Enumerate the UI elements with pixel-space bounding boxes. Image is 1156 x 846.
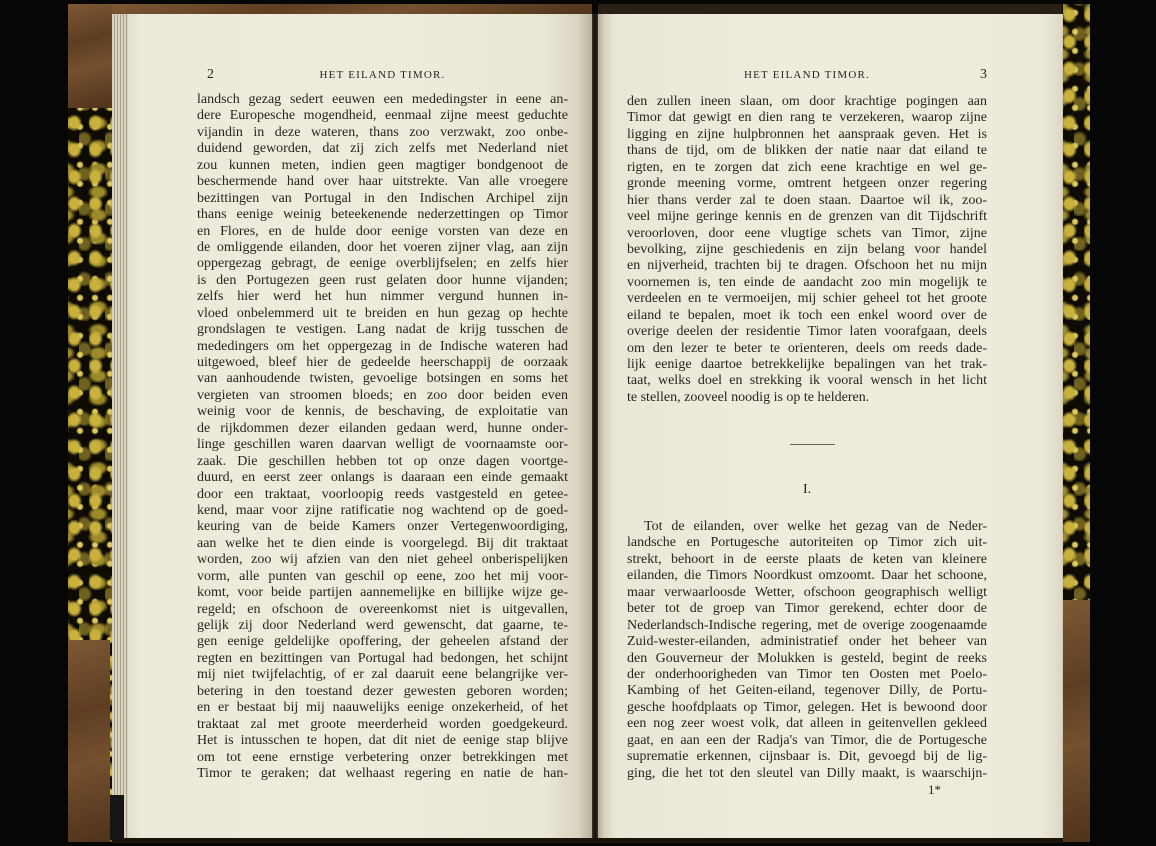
text-line: keuring van de beide Kamers onzer Vertegenwoordiging, xyxy=(197,519,568,535)
section-number: I. xyxy=(803,482,812,497)
text-line: beter tot de groep van Timor gerekend, echter door de xyxy=(627,601,987,617)
text-line: gen eenige geldelijke opoffering, der geheelen afstand der xyxy=(197,634,568,650)
text-line: dere Europesche mogendheid, eenmaal zijne meest geduchte xyxy=(197,108,568,124)
text-line: bezittingen van Portugal in den Indischen Archipel zijn xyxy=(197,190,568,206)
text-line: linge geschillen waren daarvan welligt de voornaamste oor- xyxy=(197,437,568,453)
text-line: overige deelen der residentie Timor laten voorafgaan, deels xyxy=(627,324,987,340)
right-page xyxy=(598,14,1062,838)
text-line: gesche hoofdplaats op Timor, gelegen. Het is bewoond door xyxy=(627,699,987,715)
leather-corner-bottom-left xyxy=(68,640,110,842)
text-line: gronde meening vorme, omtrent hetgeen onzer regering xyxy=(627,176,987,192)
text-line: beschermende hand over haar uitstrekte. Van alle vroegere xyxy=(197,174,568,190)
text-line: strekt, behoort in de eerste plaats de keten van kleinere xyxy=(627,551,987,567)
page-edge-shadow xyxy=(110,795,124,840)
text-line: veel mijne geringe kennis en de grenzen van dit Tijdschrift xyxy=(627,209,987,225)
text-line: rigten, en te zorgen dat zich eene krachtige en wel ge- xyxy=(627,159,987,175)
text-line: om den lezer te beter te orienteren, deels om reeds dade- xyxy=(627,340,987,356)
text-line: zaak. Die geschillen hebben tot op onze dagen voortge- xyxy=(197,453,568,469)
text-line: gelijk zij door Nederland werd gewenscht, dat gaarne, te- xyxy=(197,618,568,633)
text-line: Timor te geraken; dat welhaast regering en natie de han- xyxy=(197,765,568,781)
text-line: hier thans verder zal te doen staan. Daartoe wil ik, zoo- xyxy=(627,192,987,208)
section-text xyxy=(627,519,987,782)
leather-corner-bottom-right xyxy=(1063,600,1090,842)
text-line: en nijverheid, trachten bij te dragen. Ofschoon het nu mijn xyxy=(627,258,987,274)
running-head-left: HET EILAND TIMOR. xyxy=(319,69,446,81)
text-line: lijk eenige daartoe betrekkelijke bepalingen van het trak- xyxy=(627,357,987,372)
text-line: regeld; en ofschoon de overeenkomst niet is uitgevallen, xyxy=(197,601,568,617)
text-line: aan welke het te dien einde is voorgelegd. Bij dit traktaat xyxy=(197,535,568,551)
text-line: eiland te bepalen, moet ik toch een enkel woord over de xyxy=(627,307,987,323)
text-line: ligging en zijne hulpbronnen het aanspraak geven. Het is xyxy=(627,126,987,142)
text-line: veroorloven, door eene vlugtige schets van Timor, zijne xyxy=(627,225,987,241)
text-line: den zullen ineen slaan, om door krachtige pogingen aan xyxy=(627,94,987,109)
text-line: duurd, en eerst zeer onlangs is daaraan een einde gemaakt xyxy=(197,470,568,486)
text-line: mededingers om het oppergezag in de Indische wateren had xyxy=(197,338,568,354)
text-line: landsche en Portugesche autoriteiten op Timor zich uit- xyxy=(627,535,987,551)
text-line: der onderhoorigheden van Timor ten Oosten met Poelo- xyxy=(627,666,987,682)
text-line: om tot eene ernstige verbetering onzer betrekkingen met xyxy=(197,749,568,765)
text-line: Timor dat gewigt en dien rang te verzekeren, waarop zijne xyxy=(627,110,987,126)
cover-top-edge-right xyxy=(598,4,1062,14)
text-line: Het is intusschen te hopen, dat dit niet de eenige stap blijve xyxy=(197,733,568,749)
text-line: Tot de eilanden, over welke het gezag van de Neder- xyxy=(644,519,987,534)
text-line: taat, welks doel en strekking ik vooral wensch in het licht xyxy=(627,373,987,389)
text-line: traktaat zal met groote meerderheid worden goedgekeurd. xyxy=(197,716,568,732)
page-number-left: 2 xyxy=(207,67,214,82)
text-line: vorm, alle punten van geschil op eene, zoo het mij voor- xyxy=(197,568,568,584)
text-line: worden, zoo wij afzien van den niet geheel onberispelijken xyxy=(197,552,568,568)
text-line: de rijkdommen dezer eilanden gedaan werd, hunne onder- xyxy=(197,420,568,436)
right-page-text xyxy=(627,94,987,406)
text-line: Zuid-wester-eilanden, administratief onder het beheer van xyxy=(627,634,987,650)
text-line: voornemen is, ten einde de aandacht zoo min mogelijk te xyxy=(627,274,987,290)
text-line: den Gouverneur der Molukken is gesteld, begint de reeks xyxy=(627,650,987,666)
text-line: grondslagen te vestigen. Lang nadat de krijg tusschen de xyxy=(197,322,568,338)
text-line: vijandin in deze wateren, thans zoo verzwakt, zoo onbe- xyxy=(197,124,568,140)
text-line: mij niet twijfelachtig, of er zal daaruit eene belangrijke ver- xyxy=(197,667,568,683)
page-number-right: 3 xyxy=(980,67,987,82)
text-line: thans de tijd, om de blikken der natie naar dat eiland te xyxy=(627,143,987,159)
text-line: uitgewoed, bleef hier de gedeelde heerschappij de oorzaak xyxy=(197,355,568,370)
leather-corner-top-left xyxy=(68,4,112,108)
text-line: zelfs hier werd het hun nimmer vergund hunnen in- xyxy=(197,289,568,305)
text-line: door een traktaat, voorloopig reeds vastgesteld en getee- xyxy=(197,486,568,502)
text-line: weinig voor de kennis, de beschaving, de exploitatie van xyxy=(197,404,568,420)
text-line: bevolking, zijne geschiedenis en zijn belang voor handel xyxy=(627,241,987,257)
text-line: gaat, en aan een der Radja's van Timor, die de Portugesche xyxy=(627,732,987,748)
text-line: komt, voor beide partijen aannemelijke en billijke wijze ge- xyxy=(197,585,568,601)
text-line: is den Portugezen geen rust gelaten door hunne vijanden; xyxy=(197,272,568,288)
text-line: een nog zeer woest volk, dat alleen in geitenvellen gekleed xyxy=(627,716,987,732)
cover-bottom-edge xyxy=(112,838,1063,843)
text-line: en Flores, en de hulde door eenige vorsten van deze en xyxy=(197,223,568,239)
section-divider-rule xyxy=(790,444,835,445)
text-line: Nederlandsch-Indische regering, met de overige zoogenaamde xyxy=(627,617,987,633)
text-line: kend, maar voor zijne ratificatie nog wachtend op de goed- xyxy=(197,502,568,518)
text-line: regten en bezittingen van Portugal had bedongen, het schijnt xyxy=(197,650,568,666)
text-line: zou kunnen meten, indien geen magtiger bondgenoot de xyxy=(197,157,568,173)
running-head-right: HET EILAND TIMOR. xyxy=(743,69,870,81)
text-line: vloed onbelemmerd uit te breiden en hun gezag op hechte xyxy=(197,305,568,321)
text-line: eilanden, die Timors Noordkust omzoomt. Daar het schoone, xyxy=(627,568,987,584)
left-page-text xyxy=(197,92,568,782)
text-line: van aanhoudende twisten, gevoelige botsingen en soms het xyxy=(197,371,568,387)
text-line: oppergezag gebragt, de eenige overblijfselen; en zelfs hier xyxy=(197,256,568,272)
printer-signature-mark: 1* xyxy=(928,782,941,797)
text-line: maar verwaarloosde Wetter, ofschoon geographisch welligt xyxy=(627,584,987,600)
text-line: landsch gezag sedert eeuwen een mededingster in eene an- xyxy=(197,92,568,107)
text-line: de omliggende eilanden, door het voeren zijner vlag, aan zijn xyxy=(197,239,568,255)
left-page xyxy=(128,14,592,838)
cover-top-edge-left xyxy=(112,4,592,14)
text-line: ging, die het tot den sleutel van Dilly maakt, is waarschijn- xyxy=(627,765,987,781)
text-line: en er bestaat bij mij naauwelijks eenige onzekerheid, of het xyxy=(197,700,568,716)
text-line: suprematie erkennen, cijnsbaar is. Dit, gevoegd bij de lig- xyxy=(627,749,987,765)
text-line: betering in den toestand dezer gewesten geboren worden; xyxy=(197,683,568,699)
text-line: duidend geworden, dat zij zich zelfs met Nederland niet xyxy=(197,141,568,157)
text-line: Kambing of het Geiten-eiland, tegenover Dilly, de Portu- xyxy=(627,683,987,699)
text-line: vergieten van stroomen bloeds; en zoo door beiden even xyxy=(197,387,568,403)
text-line: te stellen, zooveel noodig is op te helderen. xyxy=(627,389,870,405)
text-line: thans eenige weinig beteekenende nederzettingen op Timor xyxy=(197,207,568,223)
page-edges-left xyxy=(112,14,128,838)
text-line: verdeelen en te vermoeijen, mij schier geheel tot het groote xyxy=(627,291,987,307)
